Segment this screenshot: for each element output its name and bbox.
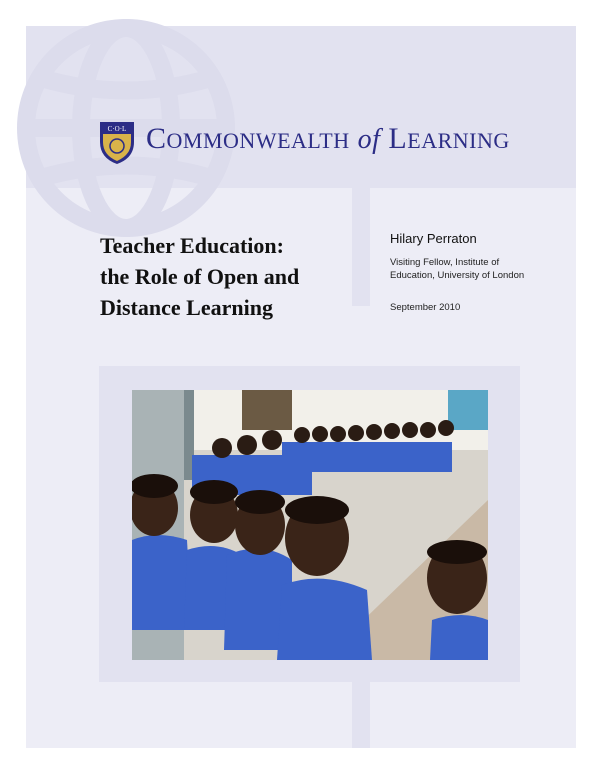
col-shield-icon bbox=[98, 120, 136, 166]
publication-date: September 2010 bbox=[390, 302, 461, 313]
author-affiliation: Visiting Fellow, Institute of Education, University of London bbox=[390, 257, 525, 281]
document-title bbox=[100, 230, 350, 323]
author-name: Hilary Perraton bbox=[390, 231, 477, 246]
divider-bar-top bbox=[352, 26, 370, 306]
title-line: the Role of Open and bbox=[100, 264, 300, 289]
divider-bar-bottom bbox=[352, 680, 370, 748]
title-line: Distance Learning bbox=[100, 295, 273, 320]
logo-text: C·O·L bbox=[107, 125, 127, 133]
cover-photo-schoolchildren bbox=[132, 390, 488, 660]
title-line: Teacher Education: bbox=[100, 233, 284, 258]
brand-name: COMMONWEALTH of LEARNING bbox=[146, 122, 510, 155]
